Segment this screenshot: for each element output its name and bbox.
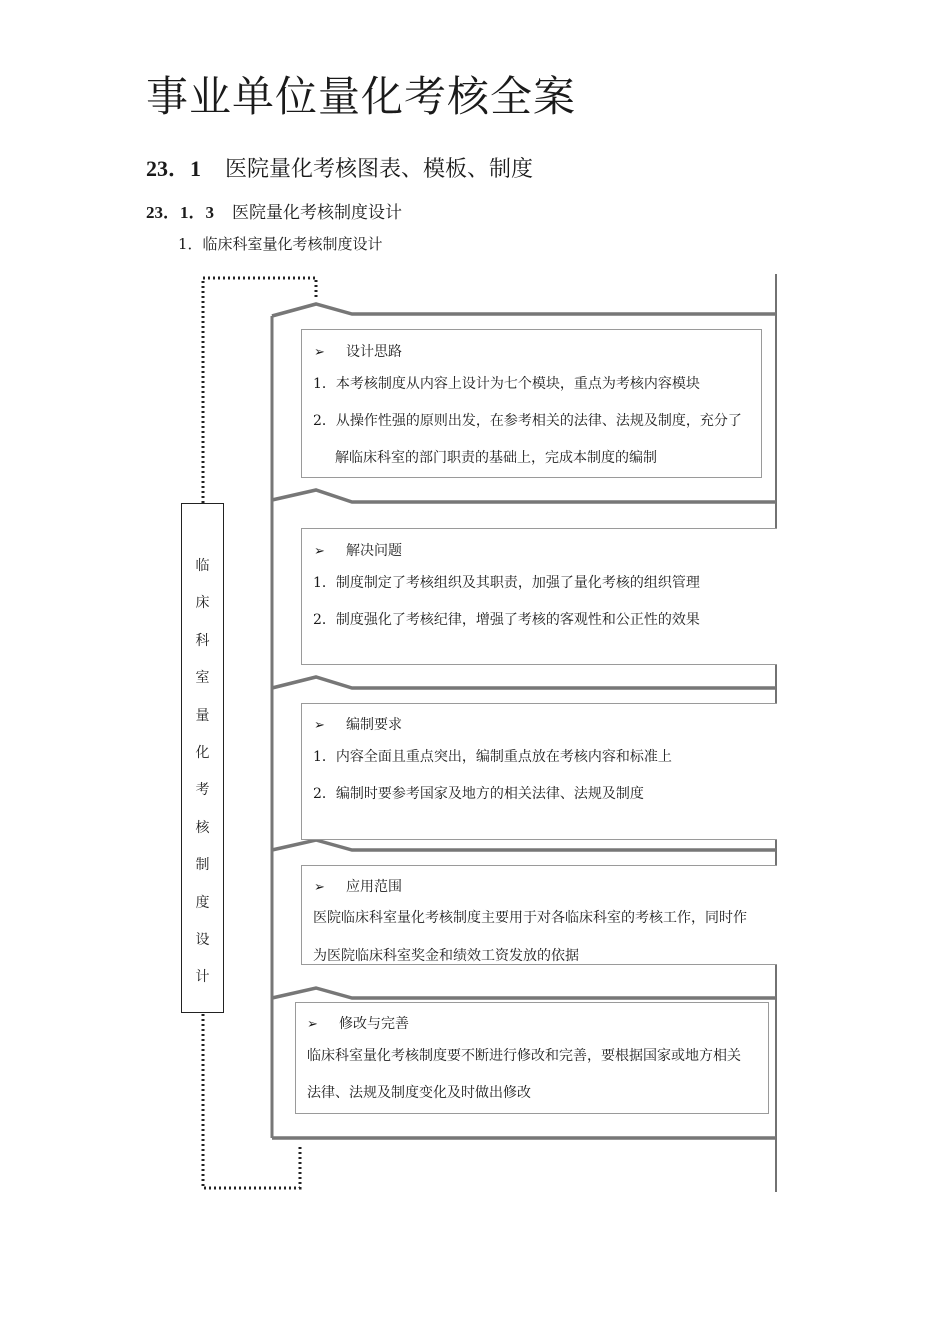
item-heading: 1．临床科室量化考核制度设计 (178, 235, 383, 253)
side-label-char: 化 (195, 744, 210, 761)
block-line: 临床科室量化考核制度要不断进行修改和完善，要根据国家或地方相关 (307, 1048, 741, 1064)
divider-1 (272, 304, 776, 316)
section-number: 23．1 (146, 156, 202, 181)
divider-2 (272, 490, 776, 502)
block-title: ➢ 修改与完善 (307, 1016, 409, 1032)
side-label-char: 床 (195, 595, 210, 612)
block-title: ➢ 解决问题 (314, 543, 402, 559)
side-label-char: 量 (195, 707, 210, 724)
block-line: 1．本考核制度从内容上设计为七个模块，重点为考核内容模块 (313, 376, 700, 392)
arrow-bullet-icon: ➢ (314, 718, 325, 733)
block-line: 医院临床科室量化考核制度主要用于对各临床科室的考核工作，同时作 (313, 910, 747, 926)
block-line: 1．制度制定了考核组织及其职责，加强了量化考核的组织管理 (313, 575, 700, 591)
side-label-char: 计 (195, 969, 210, 986)
side-label-char: 科 (195, 632, 210, 649)
section-title: 医院量化考核图表、模板、制度 (225, 157, 534, 182)
divider-5 (272, 988, 776, 998)
block-line: 2．编制时要参考国家及地方的相关法律、法规及制度 (313, 786, 644, 802)
block-line: 2．制度强化了考核纪律，增强了考核的客观性和公正性的效果 (313, 612, 700, 628)
side-label-char: 临 (195, 558, 210, 574)
arrow-bullet-icon: ➢ (314, 544, 325, 559)
block-title: ➢ 应用范围 (314, 879, 402, 895)
subsection-number: 23．1．3 (146, 203, 214, 222)
arrow-bullet-icon: ➢ (314, 345, 325, 360)
side-label-char: 度 (195, 894, 210, 911)
arrow-bullet-icon: ➢ (307, 1017, 318, 1032)
divider-4 (272, 840, 776, 850)
arrow-bullet-icon: ➢ (314, 880, 325, 895)
side-label-char: 室 (195, 670, 210, 687)
block-line: 解临床科室的部门职责的基础上，完成本制度的编制 (335, 450, 657, 466)
dotted-bracket-top (203, 278, 316, 503)
side-label-char: 核 (195, 819, 210, 836)
block-line: 法律、法规及制度变化及时做出修改 (307, 1085, 531, 1101)
side-label-box (181, 503, 224, 1013)
dotted-bracket-bottom (203, 1014, 300, 1188)
block-title: ➢ 编制要求 (314, 717, 402, 733)
divider-3 (272, 677, 776, 688)
block-line: 2．从操作性强的原则出发，在参考相关的法律、法规及制度，充分了 (313, 413, 742, 429)
subsection-title: 医院量化考核制度设计 (232, 203, 402, 223)
side-label-char: 考 (195, 782, 210, 799)
block-line: 为医院临床科室奖金和绩效工资发放的依据 (313, 948, 579, 964)
document-title: 事业单位量化考核全案 (146, 72, 577, 121)
side-label-char: 设 (195, 931, 210, 948)
block-line: 1．内容全面且重点突出，编制重点放在考核内容和标准上 (313, 749, 672, 765)
side-label-char: 制 (195, 857, 210, 874)
block-title: ➢ 设计思路 (314, 344, 402, 360)
